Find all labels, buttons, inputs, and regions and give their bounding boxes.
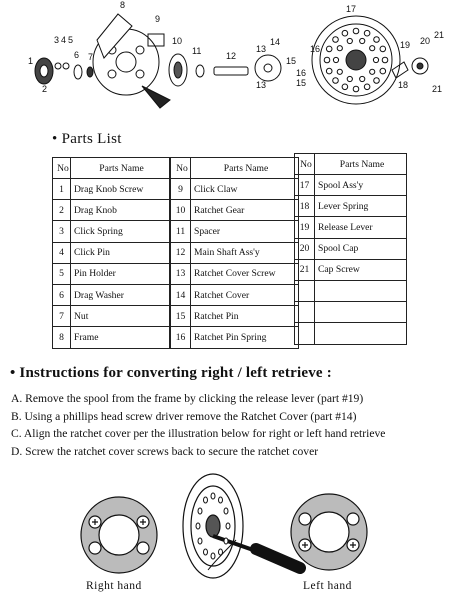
spool-hole — [224, 508, 228, 514]
parts-table-2 — [170, 157, 299, 349]
part-callout-label: 5 — [68, 35, 74, 45]
part-number: 20 — [295, 238, 315, 259]
instructions-heading: • Instructions for converting right / left retrieve : — [10, 365, 332, 381]
header-parts-name: Parts Name — [191, 158, 299, 179]
table-row — [53, 284, 170, 305]
spool-hole — [374, 37, 380, 43]
part-name: Ratchet Gear — [191, 200, 299, 221]
table-row — [171, 242, 299, 263]
spool-hole — [333, 57, 338, 62]
part-callout-label: 2 — [42, 84, 48, 94]
table-row — [295, 323, 407, 344]
spool-hole — [326, 68, 332, 74]
part-number: 14 — [171, 284, 191, 305]
part-callout-label: 18 — [398, 80, 409, 90]
header-no: No — [53, 158, 71, 179]
part-number: 7 — [53, 306, 71, 327]
part-number: 15 — [171, 306, 191, 327]
part-name: Cap Screw — [315, 259, 407, 280]
table-row — [295, 238, 407, 259]
part-number: 16 — [171, 327, 191, 348]
part-name: Ratchet Pin — [191, 306, 299, 327]
parts-table-3 — [294, 153, 407, 345]
part-callout-label: 16 — [310, 44, 321, 54]
part-callout-label: 16 — [296, 68, 307, 78]
spool-hole — [219, 497, 223, 503]
spool-hole — [211, 553, 215, 559]
right-hand-ratchet-cover — [81, 497, 157, 573]
part-name: Spool Cap — [315, 238, 407, 259]
table-row — [171, 179, 299, 200]
table-row — [53, 263, 170, 284]
instruction-step-b: B. Using a phillips head screw driver remove the Ratchet Cover (part #14) — [11, 410, 357, 423]
part-callout-label: 13 — [256, 44, 267, 54]
part-name: Click Claw — [191, 179, 299, 200]
part-number: 6 — [53, 284, 71, 305]
part-callout-label: 12 — [226, 51, 237, 61]
part-name: Release Lever — [315, 217, 407, 238]
spool-hole — [204, 549, 208, 555]
spool-hole — [353, 86, 359, 92]
spool-hole — [219, 549, 223, 555]
part-name: Ratchet Cover — [191, 284, 299, 305]
spool-hole — [370, 46, 375, 51]
table-row — [171, 200, 299, 221]
part-callout-label: 21 — [432, 84, 443, 94]
part-name — [315, 302, 407, 323]
spool-hole — [224, 538, 228, 544]
instruction-step-a: A. Remove the spool from the frame by clicking the release lever (part #19) — [11, 392, 364, 405]
part-name: Spacer — [191, 221, 299, 242]
part-callout-label: 15 — [286, 56, 297, 66]
table-row — [171, 306, 299, 327]
part-number: 13 — [171, 263, 191, 284]
table-row — [53, 327, 170, 348]
part-number: 9 — [171, 179, 191, 200]
left-hand-label: Left hand — [303, 580, 352, 592]
spool-hole — [342, 84, 348, 90]
part-name: Drag Knob Screw — [71, 179, 170, 200]
spool-hole — [333, 37, 339, 43]
part-callout-label: 19 — [400, 40, 411, 50]
spool-hole — [380, 68, 386, 74]
part-number: 8 — [53, 327, 71, 348]
part-callout-label: 20 — [420, 36, 431, 46]
table-row — [171, 263, 299, 284]
spool-hole — [360, 76, 365, 81]
part-callout-label: 8 — [120, 0, 126, 10]
part-name: Main Shaft Ass'y — [191, 242, 299, 263]
spool-hole — [364, 30, 370, 36]
spool-hole — [347, 76, 352, 81]
part-number — [295, 280, 315, 301]
spool-hole — [374, 78, 380, 84]
spool-hole — [333, 78, 339, 84]
table-row — [295, 217, 407, 238]
table-row — [295, 175, 407, 196]
table-row — [171, 284, 299, 305]
parts-list-heading: • Parts List — [52, 131, 122, 147]
part-name: Drag Knob — [71, 200, 170, 221]
part-name: Ratchet Cover Screw — [191, 263, 299, 284]
part-callout-label: 4 — [61, 35, 67, 45]
spool-hole — [370, 69, 375, 74]
header-no: No — [295, 154, 315, 175]
part-number: 21 — [295, 259, 315, 280]
table-row — [53, 179, 170, 200]
header-parts-name: Parts Name — [71, 158, 170, 179]
spool-hole — [373, 57, 378, 62]
table-row — [295, 259, 407, 280]
part-callout-label: 13 — [256, 80, 267, 90]
spool-hole — [326, 46, 332, 52]
spool-hole — [198, 508, 202, 514]
part-number: 12 — [171, 242, 191, 263]
spool-hole — [347, 38, 352, 43]
spool-hole — [360, 38, 365, 43]
part-name: Click Pin — [71, 242, 170, 263]
part-callout-label: 10 — [172, 36, 183, 46]
part-name: Frame — [71, 327, 170, 348]
table-row — [295, 196, 407, 217]
header-no: No — [171, 158, 191, 179]
part-number — [295, 323, 315, 344]
part-callout-label: 9 — [155, 14, 161, 24]
spool-hole — [353, 28, 359, 34]
part-name — [315, 323, 407, 344]
part-callout-label: 6 — [74, 50, 80, 60]
spool-hole — [226, 523, 230, 529]
part-callout-label: 21 — [434, 30, 445, 40]
ratchet-cover-illustration — [0, 472, 450, 594]
part-number: 5 — [53, 263, 71, 284]
part-callout-label: 7 — [88, 52, 94, 62]
header-parts-name: Parts Name — [315, 154, 407, 175]
part-name — [315, 280, 407, 301]
part-number: 10 — [171, 200, 191, 221]
spool-hole — [364, 84, 370, 90]
part-name: Pin Holder — [71, 263, 170, 284]
part-callout-label: 1 — [28, 56, 34, 66]
instruction-step-d: D. Screw the ratchet cover screws back to secure the ratchet cover — [11, 445, 319, 458]
part-number: 17 — [295, 175, 315, 196]
spool-hole — [342, 30, 348, 36]
part-number: 1 — [53, 179, 71, 200]
spool-hole — [211, 493, 215, 499]
left-hand-ratchet-cover — [291, 494, 367, 570]
table-row — [53, 242, 170, 263]
instruction-step-c: C. Align the ratchet cover per the illustration below for right or left hand retrieve — [11, 427, 386, 440]
table-row — [171, 327, 299, 348]
table-row — [53, 221, 170, 242]
spool-hole — [337, 46, 342, 51]
right-hand-label: Right hand — [86, 580, 142, 592]
part-name: Ratchet Pin Spring — [191, 327, 299, 348]
part-number: 19 — [295, 217, 315, 238]
spool-hole — [380, 46, 386, 52]
table-row — [295, 302, 407, 323]
table-row — [171, 221, 299, 242]
part-callout-label: 15 — [296, 78, 307, 88]
part-number: 4 — [53, 242, 71, 263]
part-number: 11 — [171, 221, 191, 242]
spool-hole — [204, 497, 208, 503]
spool-hole — [196, 523, 200, 529]
part-number — [295, 302, 315, 323]
spool-hole — [324, 57, 330, 63]
table-row — [295, 280, 407, 301]
part-callout-label: 3 — [54, 35, 60, 45]
part-number: 2 — [53, 200, 71, 221]
part-callout-label: 11 — [192, 46, 202, 56]
table-header-row — [295, 154, 407, 175]
spool-hole — [337, 69, 342, 74]
part-callout-label: 14 — [270, 37, 281, 47]
part-name: Click Spring — [71, 221, 170, 242]
table-header-row — [53, 158, 170, 179]
spool-hole — [198, 538, 202, 544]
spool-hole — [382, 57, 388, 63]
bullet-icon: • — [10, 365, 20, 381]
part-name: Nut — [71, 306, 170, 327]
part-name: Spool Ass'y — [315, 175, 407, 196]
part-name: Drag Washer — [71, 284, 170, 305]
spool-with-screwdriver — [183, 474, 300, 578]
part-number: 18 — [295, 196, 315, 217]
part-name: Lever Spring — [315, 196, 407, 217]
table-row — [53, 200, 170, 221]
parts-table-1 — [52, 157, 170, 349]
part-callout-label: 17 — [346, 4, 357, 14]
table-row — [53, 306, 170, 327]
part-number: 3 — [53, 221, 71, 242]
table-header-row — [171, 158, 299, 179]
bullet-icon: • — [52, 131, 62, 147]
exploded-parts-diagram — [0, 0, 450, 125]
